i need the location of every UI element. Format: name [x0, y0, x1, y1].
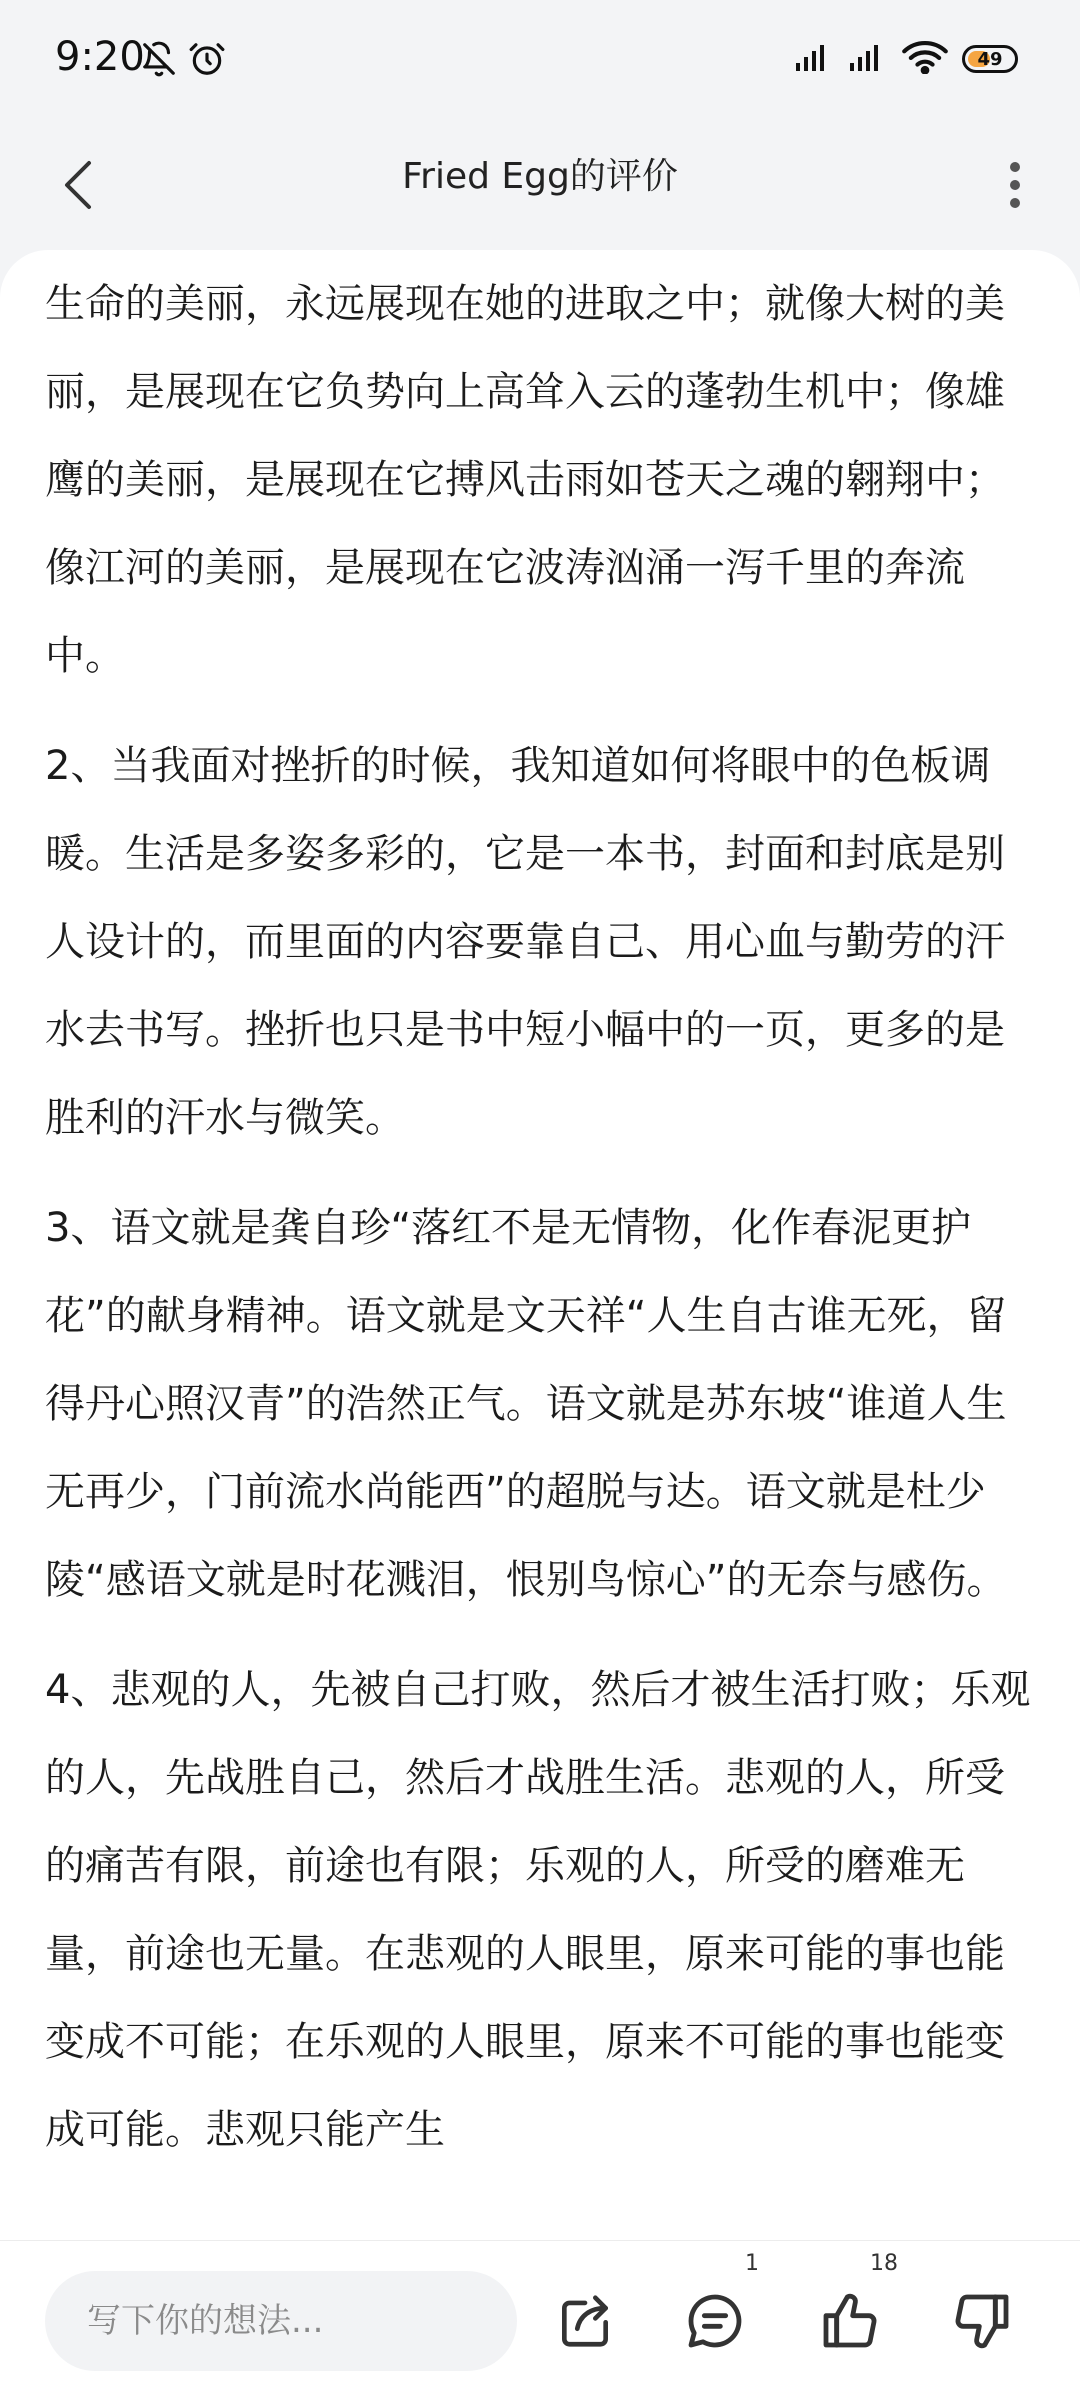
signal-icon	[848, 41, 888, 77]
signal-icon	[794, 41, 834, 77]
more-vertical-icon	[1008, 161, 1022, 209]
status-icons-left	[140, 40, 226, 82]
page-title: Fried Egg的评价	[402, 156, 678, 197]
review-paragraph: 3、语文就是龚自珍“落红不是无情物，化作春泥更护花”的献身精神。语文就是文天祥“人生自古谁无死，留得丹心照汉青”的浩然正气。语文就是苏东坡“谁道人生无再少，门前流水尚能西”的超脱与达。语文就是杜少陵“感语文就是时花溅泪，恨别鸟惊心”的无奈与感伤。	[45, 1205, 1007, 1603]
more-options-button[interactable]	[1000, 150, 1030, 220]
wifi-icon	[902, 40, 948, 78]
like-count: 18	[870, 2251, 898, 2276]
thumbs-up-icon	[818, 2289, 882, 2353]
share-icon	[554, 2290, 616, 2352]
share-button[interactable]	[545, 2281, 625, 2361]
status-bar	[0, 0, 1080, 120]
status-time: 9:20	[55, 34, 145, 80]
comment-count: 1	[745, 2251, 759, 2276]
review-paragraph: 生命的美丽，永远展现在她的进取之中；就像大树的美丽，是展现在它负势向上高耸入云的蓬勃生机中；像雄鹰的美丽，是展现在它搏风击雨如苍天之魂的翱翔中；像江河的美丽，是展现在它波涛汹涌一泻千里的奔流中。	[45, 281, 1005, 679]
battery-level-text: 49	[977, 48, 1003, 70]
header	[0, 120, 1080, 250]
status-icons-right	[794, 40, 1018, 78]
battery-icon	[962, 45, 1018, 73]
review-text	[45, 260, 1040, 2196]
alarm-icon	[188, 40, 226, 82]
review-content-card[interactable]	[0, 250, 1080, 2240]
bottom-action-bar	[0, 2240, 1080, 2401]
comment-button[interactable]	[675, 2281, 755, 2361]
bell-off-icon	[140, 40, 178, 82]
comment-input[interactable]	[45, 2271, 517, 2371]
review-paragraph: 4、悲观的人，先被自己打败，然后才被生活打败；乐观的人，先战胜自己，然后才战胜生活。悲观的人，所受的痛苦有限，前途也有限；乐观的人，所受的磨难无量，前途也无量。在悲观的人眼里，原来可能的事也能变成不可能；在乐观的人眼里，原来不可能的事也能变成可能。悲观只能产生	[45, 1667, 1031, 2153]
review-paragraph: 2、当我面对挫折的时候，我知道如何将眼中的色板调暖。生活是多姿多彩的，它是一本书，封面和封底是别人设计的，而里面的内容要靠自己、用心血与勤劳的汗水去书写。挫折也只是书中短小幅中的一页，更多的是胜利的汗水与微笑。	[45, 743, 1005, 1141]
comment-icon	[683, 2289, 747, 2353]
thumbs-down-icon	[950, 2289, 1014, 2353]
like-button[interactable]	[810, 2281, 890, 2361]
dislike-button[interactable]	[942, 2281, 1022, 2361]
